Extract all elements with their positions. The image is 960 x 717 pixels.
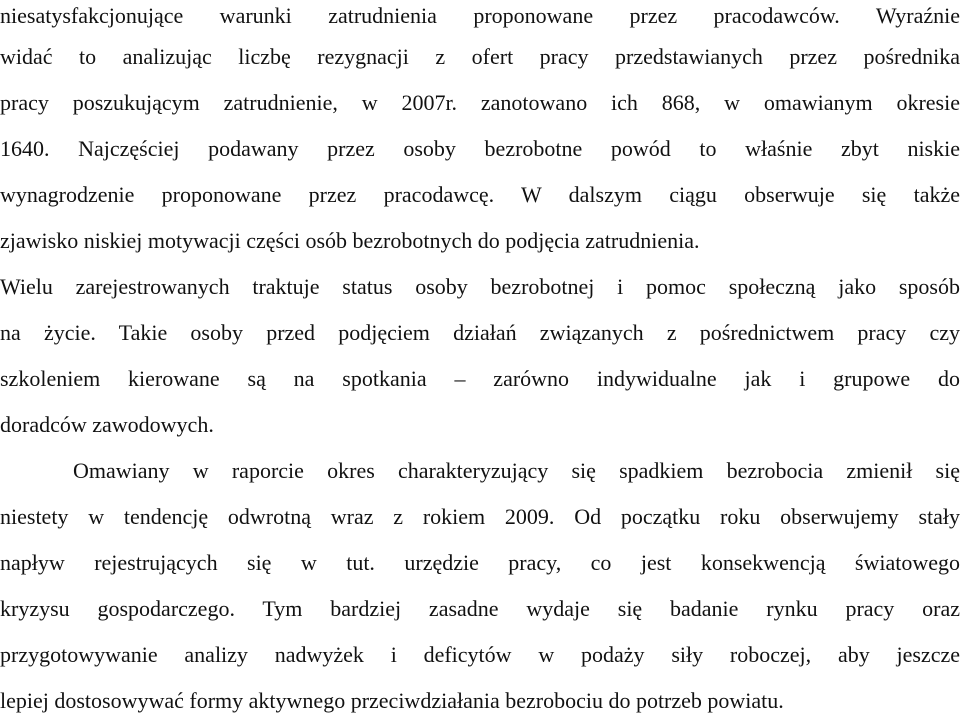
text-line: pracy poszukującym zatrudnienie, w 2007r. zanotowano ich 868, w omawianym okresie — [0, 90, 960, 115]
text-line: wynagrodzenie proponowane przez pracodawcę. W dalszym ciągu obserwuje się także — [0, 182, 960, 207]
text-line: przygotowywanie analizy nadwyżek i deficytów w podaży siły roboczej, aby jeszcze — [0, 642, 960, 667]
text-line: Omawiany w raporcie okres charakteryzujący się spadkiem bezrobocia zmienił się — [73, 458, 960, 483]
text-line: niesatysfakcjonujące warunki zatrudnienia proponowane przez pracodawców. Wyraźnie — [0, 3, 960, 28]
text-line: 1640. Najczęściej podawany przez osoby bezrobotne powód to właśnie zbyt niskie — [0, 136, 960, 161]
text-line: szkoleniem kierowane są na spotkania – zarówno indywidualne jak i grupowe do — [0, 366, 960, 391]
text-line: lepiej dostosowywać formy aktywnego przeciwdziałania bezrobociu do potrzeb powiatu. — [0, 688, 784, 713]
text-line: napływ rejestrujących się w tut. urzędzie pracy, co jest konsekwencją światowego — [0, 550, 960, 575]
text-line: na życie. Takie osoby przed podjęciem działań związanych z pośrednictwem pracy czy — [0, 320, 960, 345]
text-line: widać to analizując liczbę rezygnacji z ofert pracy przedstawianych przez pośrednika — [0, 44, 960, 69]
text-line: niestety w tendencję odwrotną wraz z rokiem 2009. Od początku roku obserwujemy stały — [0, 504, 960, 529]
text-line: zjawisko niskiej motywacji części osób bezrobotnych do podjęcia zatrudnienia. — [0, 228, 700, 253]
text-line: Wielu zarejestrowanych traktuje status osoby bezrobotnej i pomoc społeczną jako sposób — [0, 274, 960, 299]
text-line: doradców zawodowych. — [0, 412, 214, 437]
text-line: kryzysu gospodarczego. Tym bardziej zasadne wydaje się badanie rynku pracy oraz — [0, 596, 960, 621]
